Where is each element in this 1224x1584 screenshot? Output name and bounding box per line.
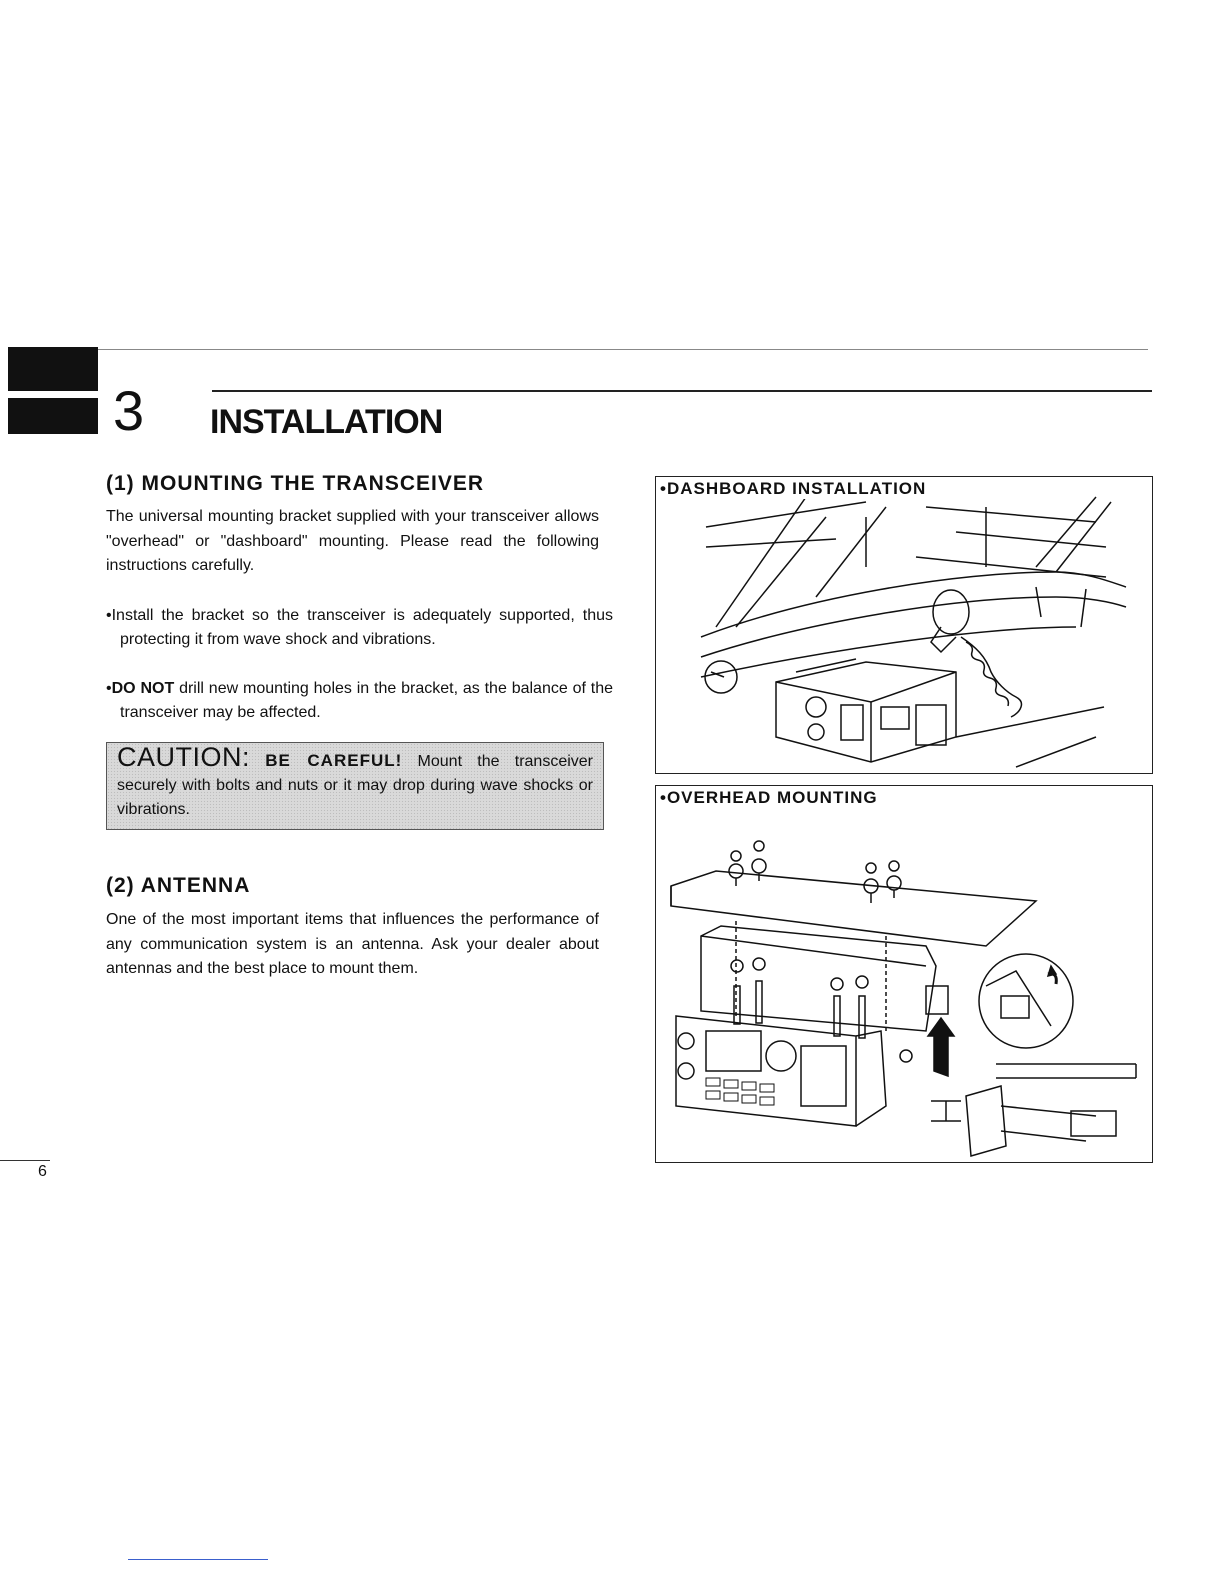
- bullet-mark: •: [106, 607, 112, 624]
- section-mounting-intro: The universal mounting bracket supplied with your transceiver allows "overhead" or "dashboard" mounting. Please read the following instructions carefully.: [106, 508, 599, 574]
- page-number-rule: [0, 1160, 50, 1161]
- chapter-number: 3: [113, 379, 145, 442]
- overhead-illustration: [656, 786, 1153, 1163]
- bullet-text: Install the bracket so the transceiver is adequately supported, thus protecting it from wave shock and vibrations.: [111, 607, 613, 648]
- chapter-tab-bottom: [8, 398, 98, 434]
- caution-emphasis: BE CAREFUL!: [265, 751, 403, 770]
- heading-rule: [212, 390, 1152, 392]
- bullet-text: drill new mounting holes in the bracket, as the balance of the transceiver may be affected.: [120, 680, 614, 721]
- caution-label: CAUTION:: [117, 742, 251, 772]
- bullet-do-not-drill: [106, 677, 613, 725]
- bullet-mark: •: [106, 680, 112, 697]
- section-antenna-title: (2) ANTENNA: [106, 874, 251, 897]
- section-antenna-text: One of the most important items that influences the performance of any communication system is an antenna. Ask your dealer about antennas and the best place to mount them.: [106, 911, 599, 977]
- caution-text: Mount the transceiver securely with bolts and nuts or it may drop during wave shocks or vibrations.: [117, 753, 594, 818]
- bottom-rule: [128, 1559, 268, 1560]
- chapter-title: INSTALLATION: [210, 403, 443, 441]
- top-rule: [98, 349, 1148, 350]
- chapter-tab-top: [8, 347, 98, 391]
- dashboard-illustration: [656, 477, 1153, 774]
- section-mounting-title: (1) MOUNTING THE TRANSCEIVER: [106, 472, 485, 495]
- figure-dashboard-installation: [655, 476, 1153, 774]
- figure-overhead-mounting: [655, 785, 1153, 1163]
- bullet-install-bracket: [106, 604, 613, 652]
- figure-overhead-title: •OVERHEAD MOUNTING: [660, 788, 884, 808]
- page-number: 6: [38, 1163, 47, 1180]
- caution-box: [106, 742, 604, 830]
- figure-dashboard-title: •DASHBOARD INSTALLATION: [660, 479, 932, 499]
- bullet-bold: DO NOT: [111, 680, 175, 697]
